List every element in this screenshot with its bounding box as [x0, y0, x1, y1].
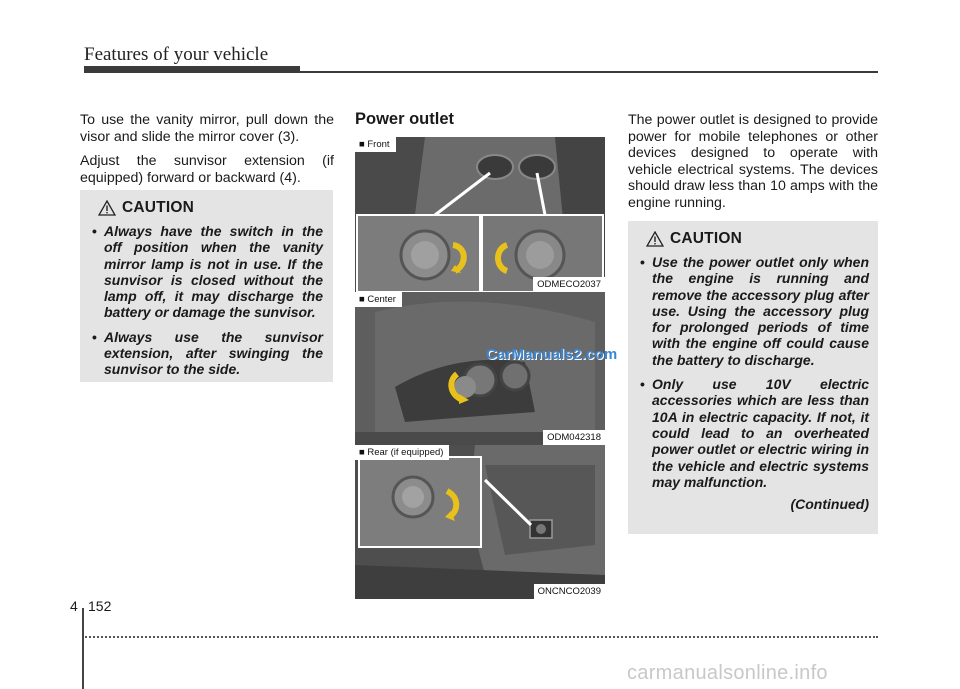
column-right [628, 112, 878, 219]
figure-code-center: ODM042318 [543, 430, 605, 445]
warning-triangle-icon [646, 231, 664, 247]
figure-code-front: ODMECO2037 [533, 277, 605, 292]
continued-note: (Continued) [790, 496, 869, 513]
caution-title: CAUTION [670, 230, 743, 247]
caution-item: • Use the power outlet only when the engine is running and remove the accessory plug after use. Using the accessory plug for prolonged periods of time with the engine off could cause the battery to discharge. [640, 254, 869, 368]
caution-box-sunvisor [80, 190, 333, 382]
caution-title: CAUTION [122, 199, 195, 216]
caution-item: • Only use 10V electric accessories which are less than 10A in electric capacity. If not, it could lead to an overheated power outlet or electric wiring in the vehicle and electric systems may malfunction. [640, 376, 869, 490]
front-outlet-photo [355, 137, 605, 292]
warning-triangle-icon [98, 200, 116, 216]
figure-code-rear: ONCNCO2039 [534, 584, 605, 599]
footer-vertical-rule [82, 608, 84, 689]
rear-outlet-photo [355, 445, 605, 599]
figure-label-center: ■ Center [355, 292, 402, 307]
paragraph-vanity-mirror: To use the vanity mirror, pull down the visor and slide the mirror cover (3). [80, 112, 334, 145]
figure-label-front: ■ Front [355, 137, 396, 152]
caution-list [92, 223, 323, 378]
watermark-overlay: CarManuals2.com [486, 346, 618, 363]
caution-box-power-outlet [628, 221, 878, 534]
figure-rear-power-outlet [355, 445, 605, 599]
header-rule [84, 71, 878, 73]
caution-item: • Always have the switch in the off position when the vanity mirror lamp is not in use. If the sunvisor is closed without the lamp off, it may discharge the battery or damage the sunvisor. [92, 223, 323, 321]
caution-list [640, 254, 869, 490]
paragraph-power-outlet: The power outlet is designed to provide power for mobile telephones or other devices designed to operate with vehicle electrical systems. The devices should draw less than 10 amps with the engine running. [628, 112, 878, 211]
paragraph-sunvisor-extension: Adjust the sunvisor extension (if equipped) forward or backward (4). [80, 153, 334, 186]
section-heading-power-outlet: Power outlet [355, 110, 455, 128]
center-outlet-photo [355, 292, 605, 445]
figure-front-power-outlet [355, 137, 605, 292]
figure-label-rear: ■ Rear (if equipped) [355, 445, 449, 460]
page-header-title: Features of your vehicle [84, 44, 269, 65]
footer-dotted-rule [82, 636, 878, 638]
column-left [80, 112, 334, 194]
caution-header [98, 199, 323, 217]
caution-item: • Always use the sunvisor extension, after swinging the sunvisor to the side. [92, 329, 323, 378]
page-number: 152 [88, 598, 112, 614]
section-number: 4 [70, 598, 78, 614]
footer-watermark: carmanualsonline.info [627, 662, 828, 684]
figure-center-power-outlet [355, 292, 605, 445]
caution-header [646, 230, 869, 248]
